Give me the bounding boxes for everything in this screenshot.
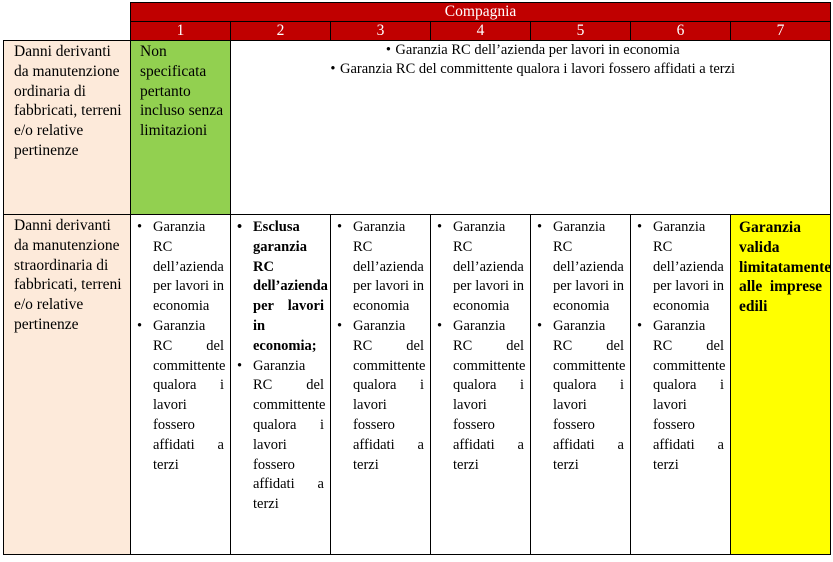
list-item: • Garanzia RC dell’azienda per lavori in economia <box>537 218 624 317</box>
list-item: • Garanzia RC del committente qualora i lavori fossero affidati a terzi <box>437 317 524 475</box>
company-7-extraordinary-cell: Garanzia valida limitatamente alle imprese edili <box>731 215 831 555</box>
company-col-3: 3 <box>331 22 431 41</box>
list-item: • Garanzia RC dell’azienda per lavori in economia <box>637 218 724 317</box>
list-item: • Garanzia RC dell’azienda per lavori in economia <box>337 218 424 317</box>
company-header: Compagnia <box>131 3 831 22</box>
company-2-extraordinary-cell <box>231 215 331 555</box>
company-3-extraordinary-cell <box>331 215 431 555</box>
list-item: • Garanzia RC del committente qualora i lavori fossero affidati a terzi <box>231 60 830 79</box>
company-col-5: 5 <box>531 22 631 41</box>
list-item: • Garanzia RC del committente qualora i lavori fossero affidati a terzi <box>137 317 224 475</box>
list-item: • Garanzia RC dell’azienda per lavori in economia <box>231 41 830 60</box>
company-col-7: 7 <box>731 22 831 41</box>
list-item: • Garanzia RC dell’azienda per lavori in economia <box>137 218 224 317</box>
company-5-extraordinary-cell <box>531 215 631 555</box>
list-item: • Esclusa garanzia RC dell’azienda per lavori in economia; <box>237 218 324 357</box>
list-item: • Garanzia RC del committente qualora i lavori fossero affidati a terzi <box>237 357 324 515</box>
list-item: • Garanzia RC del committente qualora i lavori fossero affidati a terzi <box>537 317 624 475</box>
list-item: • Garanzia RC del committente qualora i lavori fossero affidati a terzi <box>337 317 424 475</box>
row-label-ordinary: Danni derivanti da manutenzione ordinaria di fabbricati, terreni e/o relative pertinenze <box>4 41 131 215</box>
company-4-extraordinary-cell <box>431 215 531 555</box>
corner-blank-2 <box>4 22 131 41</box>
companies-2-7-ordinary-cell <box>231 41 831 215</box>
coverage-table <box>3 2 831 555</box>
company-1-ordinary-cell: Non specificata pertanto incluso senza limitazioni <box>131 41 231 215</box>
company-6-extraordinary-cell <box>631 215 731 555</box>
company-col-6: 6 <box>631 22 731 41</box>
list-item: • Garanzia RC dell’azienda per lavori in economia <box>437 218 524 317</box>
company-col-2: 2 <box>231 22 331 41</box>
company-col-1: 1 <box>131 22 231 41</box>
company-col-4: 4 <box>431 22 531 41</box>
corner-blank <box>4 3 131 22</box>
company-1-extraordinary-cell <box>131 215 231 555</box>
list-item: • Garanzia RC del committente qualora i lavori fossero affidati a terzi <box>637 317 724 475</box>
ordinary-coverage-list <box>231 41 830 79</box>
row-label-extraordinary: Danni derivanti da manutenzione straordinaria di fabbricati, terreni e/o relative pertinenze <box>4 215 131 555</box>
